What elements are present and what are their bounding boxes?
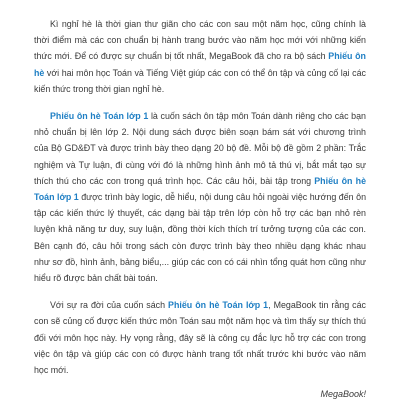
closing-text-2: , MegaBook tin rằng các con sẽ củng cố được kiến thức môn Toán sau một năm học và tìm thấy sự thích thú đối với môn học này. Hy vọng rằng, đây sẽ là công cụ đắc lực hỗ trợ các con trong việc ôn tập và giúp các con có được hành trang tốt nhất trước khi bước vào năm học mới.: [34, 300, 366, 376]
book-description-paragraph: [34, 108, 366, 286]
intro-text-1: Kì nghỉ hè là thời gian thư giãn cho các con sau một năm học, cũng chính là thời điểm mà các con chuẩn bị hành trang bước vào năm học mới với những kiến thức mới. Để có được sự chuẩn bị tốt nhất, MegaBook đã cho ra bộ sách: [34, 19, 366, 62]
book-title: Phiếu ôn hè Toán lớp 1: [34, 175, 367, 203]
intro-text-2: với hai môn học Toán và Tiếng Việt giúp các con có thể ôn tập và củng cố lại các kiến thức trong thời gian nghỉ hè.: [34, 67, 366, 94]
description-text-2: được trình bày logic, dễ hiểu, nội dung câu hỏi ngoài việc hướng đến ôn tập các kiến thức lý thuyết, các dạng bài tập trên lớp còn hỗ trợ các bạn nhỏ rèn luyện khả năng tư duy, suy luận, đồng thời kích thích trí tưởng tượng của các con. Bên cạnh đó, câu hỏi trong sách còn được trình bày theo nhiều dạng khác nhau như sơ đồ, hình ảnh, bảng biểu,... giúp các con có cái nhìn tổng quát hơn cũng như hiểu rõ được bản chất bài toán.: [34, 192, 366, 284]
book-title: Phiếu ôn hè Toán lớp 1: [50, 111, 149, 122]
intro-paragraph: [34, 16, 366, 97]
closing-text-1: Với sự ra đời của cuốn sách: [50, 300, 169, 311]
signature: MegaBook!: [320, 389, 366, 400]
closing-paragraph: [34, 297, 366, 378]
description-text-1: là cuốn sách ôn tập môn Toán dành riêng cho các bạn nhỏ chuẩn bị lên lớp 2. Nội dung sách được biên soạn bám sát với chương trình của Bộ GD&ĐT và được trình bày theo dạng 20 bộ đề. Mỗi bộ đề gồm 2 phần: Trắc nghiệm và Tự luận, đi cùng với đó là những hình ảnh mô tả thú vị, bắt mắt tạo sự thích thú cho các con trong quá trình học. Các câu hỏi, bài tập trong: [34, 111, 366, 186]
book-title: Phiếu ôn hè Toán lớp 1: [168, 300, 269, 311]
book-series-name: Phiếu ôn hè: [34, 51, 366, 78]
